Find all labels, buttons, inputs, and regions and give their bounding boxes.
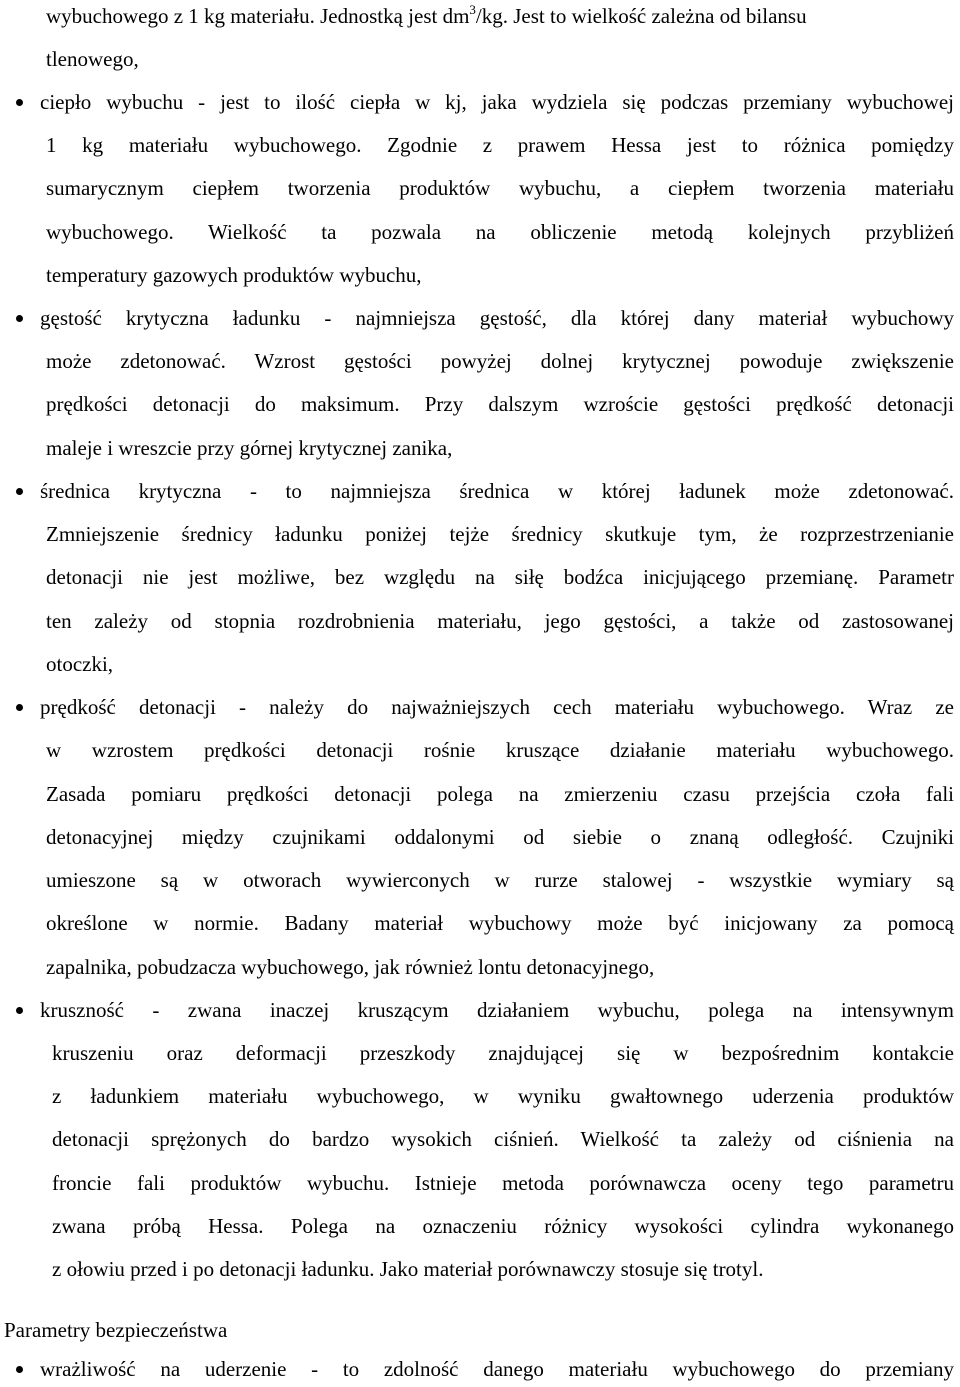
list-item-line: 1 kg materiału wybuchowego. Zgodnie z prawem Hessa jest to różnica pomiędzy	[46, 133, 954, 157]
bullet-icon	[16, 704, 23, 711]
list-item-line: z ładunkiem materiału wybuchowego, w wyniku gwałtownego uderzenia produktów	[52, 1084, 954, 1108]
list-item-line: detonacji nie jest możliwe, bez względu na siłę bodźca inicjującego przemianę. Parametr	[46, 565, 954, 589]
list-item-line: prędkość detonacji - należy do najważniejszych cech materiału wybuchowego. Wraz ze	[40, 695, 954, 719]
list-item-line: otoczki,	[46, 652, 114, 676]
list-item-line: w wzrostem prędkości detonacji rośnie kruszące działanie materiału wybuchowego.	[46, 738, 954, 762]
bullet-icon	[16, 1366, 23, 1373]
list-item-line: zapalnika, pobudzacza wybuchowego, jak również lontu detonacyjnego,	[46, 955, 655, 979]
list-item-line: wrażliwość na uderzenie - to zdolność danego materiału wybuchowego do przemiany	[40, 1357, 954, 1381]
list-item-line: umieszone są w otworach wywierconych w rurze stalowej - wszystkie wymiary są	[46, 868, 954, 892]
list-item-line: detonacji sprężonych do bardzo wysokich ciśnień. Wielkość ta zależy od ciśnienia na	[52, 1127, 954, 1151]
paragraph-line: tlenowego,	[46, 47, 139, 71]
bullet-icon	[16, 1007, 23, 1014]
list-item-line: froncie fali produktów wybuchu. Istnieje metoda porównawcza oceny tego parametru	[52, 1171, 954, 1195]
list-item-line: gęstość krytyczna ładunku - najmniejsza gęstość, dla której dany materiał wybuchowy	[40, 306, 954, 330]
bullet-icon	[16, 99, 23, 106]
list-item-line: może zdetonować. Wzrost gęstości powyżej dolnej krytycznej powoduje zwiększenie	[46, 349, 954, 373]
bullet-icon	[16, 315, 23, 322]
paragraph-line	[46, 2, 856, 28]
list-item-line: Zmniejszenie średnicy ładunku poniżej tejże średnicy skutkuje tym, że rozprzestrzenianie	[46, 522, 954, 546]
list-item-line: ciepło wybuchu - jest to ilość ciepła w kj, jaka wydziela się podczas przemiany wybuchowej	[40, 90, 954, 114]
superscript: 3	[469, 2, 476, 17]
list-item-line: Zasada pomiaru prędkości detonacji polega na zmierzeniu czasu przejścia czoła fali	[46, 782, 954, 806]
list-item-line: określone w normie. Badany materiał wybuchowy może być inicjowany za pomocą	[46, 911, 954, 935]
list-item-line: kruszeniu oraz deformacji przeszkody znajdującej się w bezpośrednim kontakcie	[52, 1041, 954, 1065]
bullet-icon	[16, 488, 23, 495]
list-item-line: sumarycznym ciepłem tworzenia produktów wybuchu, a ciepłem tworzenia materiału	[46, 176, 954, 200]
list-item-line: detonacyjnej między czujnikami oddalonymi od siebie o znaną odległość. Czujniki	[46, 825, 954, 849]
list-item-line: z ołowiu przed i po detonacji ładunku. Jako materiał porównawczy stosuje się trotyl.	[52, 1257, 764, 1281]
intro-text: wybuchowego z 1 kg materiału. Jednostką jest dm	[46, 4, 470, 28]
list-item-line: średnica krytyczna - to najmniejsza średnica w której ładunek może zdetonować.	[40, 479, 954, 503]
intro-text: /kg. Jest to wielkość zależna od bilansu	[475, 4, 807, 28]
section-heading: Parametry bezpieczeństwa	[4, 1318, 228, 1342]
list-item-line: temperatury gazowych produktów wybuchu,	[46, 263, 422, 287]
list-item-line: ten zależy od stopnia rozdrobnienia materiału, jego gęstości, a także od zastosowanej	[46, 609, 954, 633]
list-item-line: wybuchowego. Wielkość ta pozwala na obliczenie metodą kolejnych przybliżeń	[46, 220, 954, 244]
list-item-line: maleje i wreszcie przy górnej krytycznej zanika,	[46, 436, 453, 460]
list-item-line: zwana próbą Hessa. Polega na oznaczeniu różnicy wysokości cylindra wykonanego	[52, 1214, 954, 1238]
list-item-line: kruszność - zwana inaczej kruszącym działaniem wybuchu, polega na intensywnym	[40, 998, 954, 1022]
list-item-line: prędkości detonacji do maksimum. Przy dalszym wzroście gęstości prędkość detonacji	[46, 392, 954, 416]
